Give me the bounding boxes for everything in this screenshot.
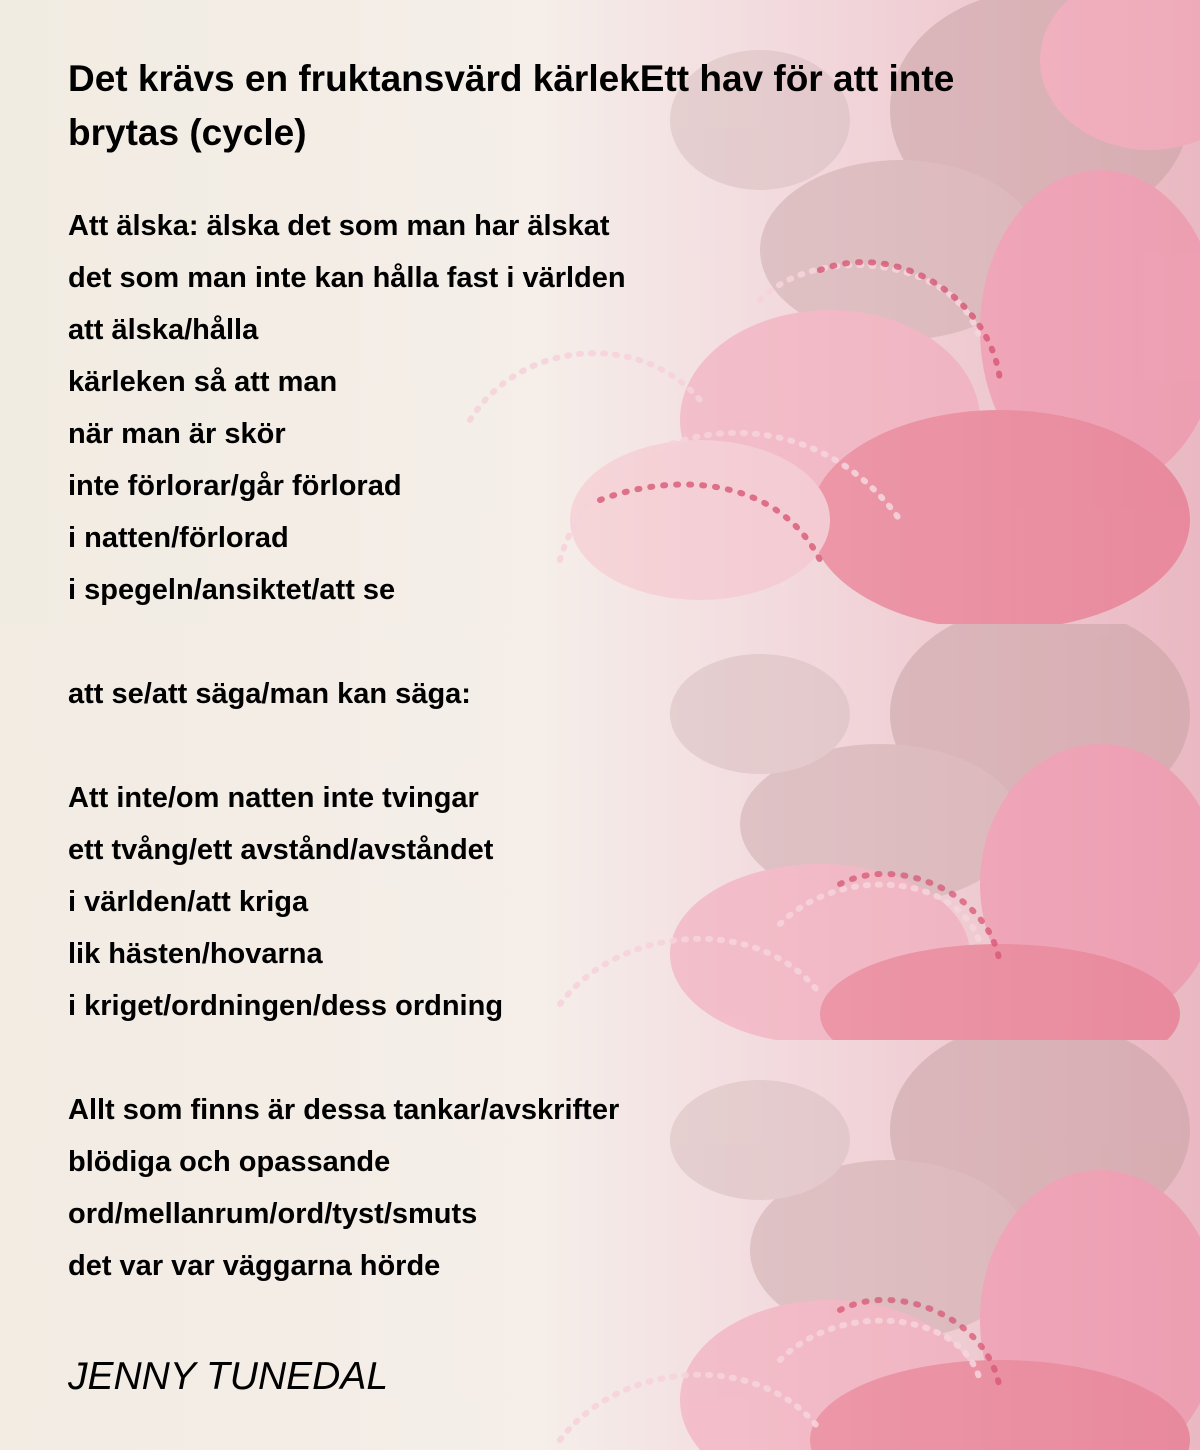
poem-line: i natten/förlorad: [68, 522, 289, 554]
poem-line: Att inte/om natten inte tvingar: [68, 782, 479, 814]
poem-line: lik hästen/hovarna: [68, 938, 323, 970]
poem-title: Det krävs en fruktansvärd kärlekEtt hav för att inte brytas (cycle): [68, 58, 955, 153]
poem-line: inte förlorar/går förlorad: [68, 470, 402, 502]
poem-line: att se/att säga/man kan säga:: [68, 678, 471, 710]
poem-line: det som man inte kan hålla fast i världen: [68, 262, 626, 294]
poem-line: att älska/hålla: [68, 314, 259, 346]
poem-line: i världen/att kriga: [68, 886, 309, 918]
poem-line: ett tvång/ett avstånd/avståndet: [68, 834, 494, 866]
poem-line: i spegeln/ansiktet/att se: [68, 574, 396, 606]
poem-author: JENNY TUNEDAL: [68, 1355, 389, 1398]
poem-line: blödiga och opassande: [68, 1146, 391, 1178]
poem-line: Allt som finns är dessa tankar/avskrifter: [68, 1094, 620, 1126]
poem-line: kärleken så att man: [68, 366, 338, 398]
poem-line: när man är skör: [68, 418, 286, 450]
poem-line: Att älska: älska det som man har älskat: [68, 210, 610, 242]
poem-line: det var var väggarna hörde: [68, 1250, 441, 1282]
poem-line: ord/mellanrum/ord/tyst/smuts: [68, 1198, 478, 1230]
poem-line: i kriget/ordningen/dess ordning: [68, 990, 504, 1022]
